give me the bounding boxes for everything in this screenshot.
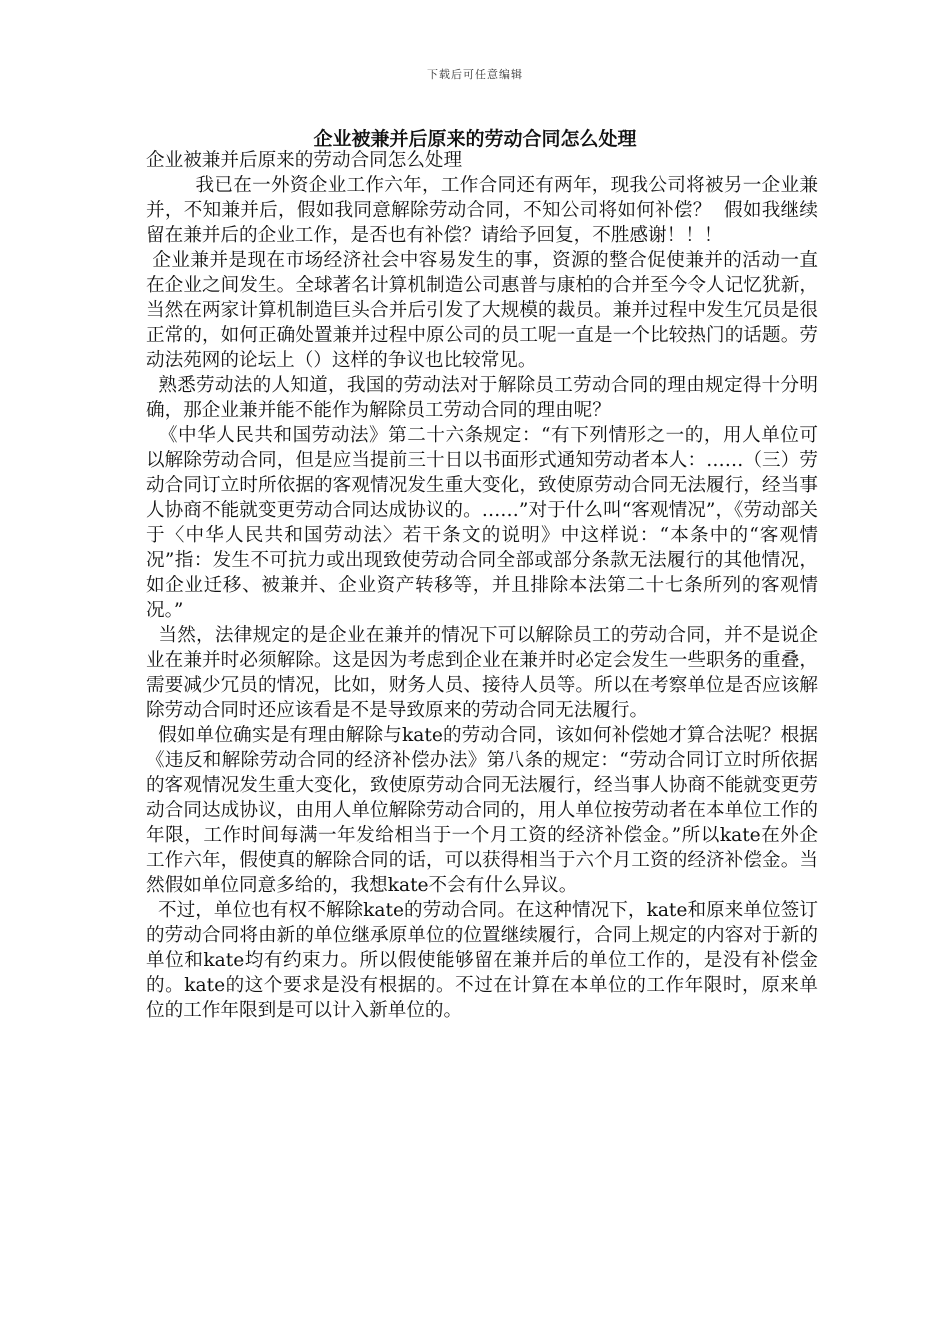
body-paragraph-2: 熟悉劳动法的人知道，我国的劳动法对于解除员工劳动合同的理由规定得十分明确，那企业兼并能不能作为解除员工劳动合同的理由呢？ <box>146 375 818 421</box>
header-note: 下载后可任意编辑 <box>427 68 523 81</box>
body-paragraph-3: 《中华人民共和国劳动法》第二十六条规定：“有下列情形之一的，用人单位可以解除劳动合同，但是应当提前三十日以书面形式通知劳动者本人：……（三）劳动合同订立时所依据的客观情况发生重大变化，致使原劳动合同无法履行，经当事人协商不能就变更劳动合同达成协议的。……”对于什么叫“客观情况”，《劳动部关于〈中华人民共和国劳动法〉若干条文的说明》中这样说：“本条中的“客观情况”指：发生不可抗力或出现致使劳动合同全部或部分条款无法履行的其他情况，如企业迁移、被兼并、企业资产转移等，并且排除本法第二十七条所列的客观情况。” <box>146 425 818 621</box>
question-paragraph: 我已在一外资企业工作六年，工作合同还有两年，现我公司将被另一企业兼并，不知兼并后，假如我同意解除劳动合同，不知公司将如何补偿？ 假如我继续留在兼并后的企业工作，是否也有补偿？请给予回复，不胜感谢！！！ <box>146 175 818 246</box>
body-paragraph-5: 假如单位确实是有理由解除与kate的劳动合同，该如何补偿她才算合法呢？根据《违反和解除劳动合同的经济补偿办法》第八条的规定：“劳动合同订立时所依据的客观情况发生重大变化，致使原劳动合同无法履行，经当事人协商不能就变更劳动合同达成协议，由用人单位解除劳动合同的，用人单位按劳动者在本单位工作的年限，工作时间每满一年发给相当于一个月工资的经济补偿金。”所以kate在外企工作六年，假使真的解除合同的话，可以获得相当于六个月工资的经济补偿金。当然假如单位同意多给的，我想kate不会有什么异议。 <box>146 725 818 896</box>
subtitle-paragraph: 企业被兼并后原来的劳动合同怎么处理 <box>146 150 463 171</box>
document-body <box>146 148 818 1023</box>
body-paragraph-4: 当然，法律规定的是企业在兼并的情况下可以解除员工的劳动合同，并不是说企业在兼并时必须解除。这是因为考虑到企业在兼并时必定会发生一些职务的重叠，需要减少冗员的情况，比如，财务人员、接待人员等。所以在考察单位是否应该解除劳动合同时还应该看是不是导致原来的劳动合同无法履行。 <box>146 625 818 721</box>
body-paragraph-6: 不过，单位也有权不解除kate的劳动合同。在这种情况下，kate和原来单位签订的劳动合同将由新的单位继承原单位的位置继续履行，合同上规定的内容对于新的单位和kate均有约束力。所以假使能够留在兼并后的单位工作的，是没有补偿金的。kate的这个要求是没有根据的。不过在计算在本单位的工作年限时，原来单位的工作年限到是可以计入新单位的。 <box>146 900 818 1021</box>
page-title: 企业被兼并后原来的劳动合同怎么处理 <box>313 128 637 150</box>
body-paragraph-1: 企业兼并是现在市场经济社会中容易发生的事，资源的整合促使兼并的活动一直在企业之间发生。全球著名计算机制造公司惠普与康柏的合并至今令人记忆犹新，当然在两家计算机制造巨头合并后引发了大规模的裁员。兼并过程中发生冗员是很正常的，如何正确处置兼并过程中原公司的员工呢一直是一个比较热门的话题。劳动法苑网的论坛上（）这样的争议也比较常见。 <box>146 250 818 371</box>
